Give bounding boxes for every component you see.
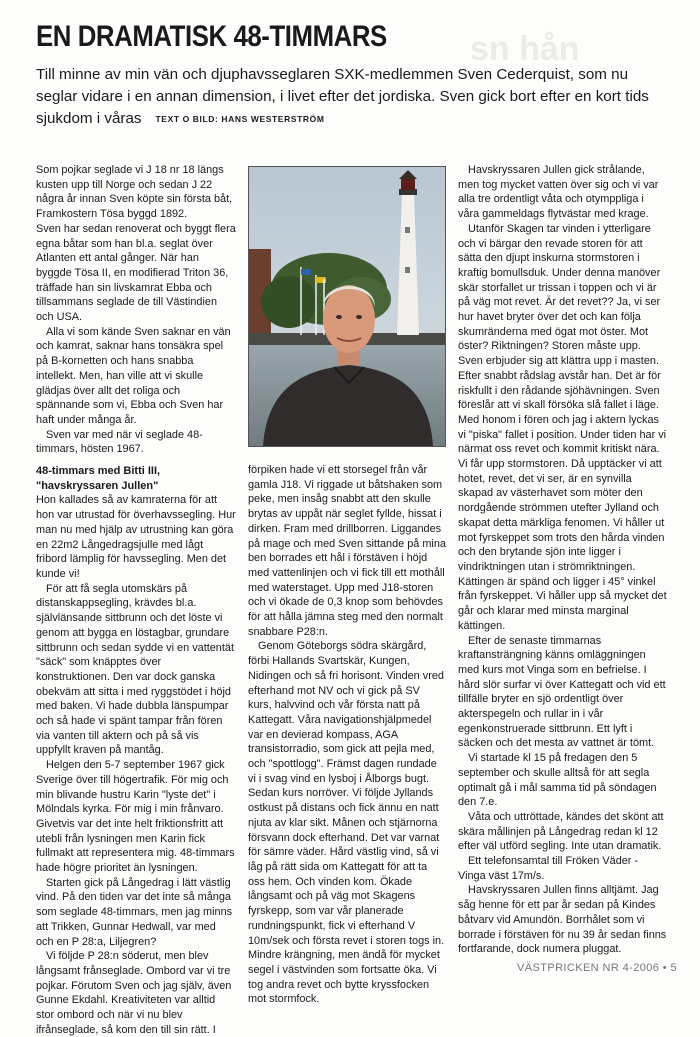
paragraph: Som pojkar seglade vi J 18 nr 18 längs kusten upp till Norge och sedan J 22 några år innan Sven köpte sin första båt, Framkostern Tösa byggd 1892. — [36, 164, 233, 221]
paragraph: Våta och uttröttade, kändes det skönt att skära mållinjen på Långedrag redan kl 12 efter väl utförd segling. Inte utan dramatik. — [458, 810, 664, 853]
article-title: EN DRAMATISK 48-TIMMARS — [36, 20, 387, 53]
paragraph: förpiken hade vi ett storsegel från vår gamla J18. Vi riggade ut båtshaken som peke, men insåg snabbt att den skulle brytas av uppåt när seglet fyllde, hissat i dirken. Fram med drillborren. Liggandes på mage och med Sven sittande på mina ben borrades ett hål i förstäven i höjd med vattenlinjen och vi fick till ett mothåll med waterstaget. Upp med J18-storen och vi ökade de 0,3 knop som behövdes för att hålla jämna steg med den normalt snabbare P28:n. — [248, 464, 446, 638]
paragraph: Sven har sedan renoverat och byggt flera egna båtar som han bl.a. seglat över Atlanten ett antal gånger. När han byggde Tösa II, en modifierad Triton 36, träffade han sin livskamrat Ebba och tillsammans seglade de till Västindien och USA. — [36, 222, 236, 324]
column-3 — [458, 163, 668, 957]
paragraph: Havskryssaren Jullen gick strålande, men tog mycket vatten över sig och vi var alla tre ordentligt våta och otymppliga i våra gammeldags flytvästar med krage. — [458, 164, 659, 221]
paragraph: Alla vi som kände Sven saknar en vän och kamrat, saknar hans tonsäkra spel på B-kornetten och hans snabba intellekt. Men, han ville att vi skulle glädjas över allt det roliga och spännande som vi, Ebba och Sven har haft under många år. — [36, 325, 231, 426]
paragraph: Ett telefonsamtal till Fröken Väder - Vinga väst 17m/s. — [458, 855, 639, 882]
article-intro — [36, 64, 666, 130]
portrait-photo — [248, 166, 446, 447]
paragraph: Starten gick på Långedrag i lätt västlig vind. På den tiden var det inte så många som seglade 48-timmars, men jag minns att Trikken, Gunnar Hedwall, var med och en P 28:a, Liljegren? — [36, 876, 233, 948]
paragraph: Genom Göteborgs södra skärgård, förbi Hallands Svartskär, Kungen, Nidingen och så fri horisont. Vinden vred efterhand mot NV och vi gick på SV kurs, halvvind och vår första natt på Kattegatt. Våra navigationshjälpmedel var en devierad kompass, AGA transistorradio, som gick att pejla med, och "spottlogg". Främst dagen rundade vi i svag vind en lysboj i Ålborgs bugt. Sedan kurs norröver. Vi följde Jyllands ostkust på distans och fick ännu en natt njuta av klar sikt. Månen och stjärnorna försvann dock efterhand. Det var varnat för sämre väder. Hård västlig vind, så vi låg på rätt sida om Kattegatt för att ta oss hem. Och vinden kom. Ökade långsamt och på väg mot Skagens fyrskepp, som var vår planerade rundningspunkt, fick vi efterhand V 10m/sek och första revet i storen togs in. Mindre krängning, men ändå för mycket segel i västvinden som fortsatte öka. Vi tog andra revet och bytte kryssfocken mot stormfock. — [248, 640, 445, 1006]
section-heading: 48-timmars med Bitti III, "havskryssaren Jullen" — [36, 465, 161, 492]
column-2 — [248, 463, 446, 1007]
paragraph: Helgen den 5-7 september 1967 gick Sverige över till högertrafik. För mig och min blivande hustru Karin "lyste det" i Mölndals kyrka. För mig i min frånvaro. Givetvis var det inte helt friktionsfritt att utebli från lysningen men Karin fick fullmakt att representera mig. 48-timmars hade högre prioritet än lysningen. — [36, 759, 235, 875]
column-1 — [36, 163, 236, 1037]
byline: TEXT O BILD: HANS WESTERSTRÖM — [155, 114, 325, 124]
paragraph: För att få segla utomskärs på distanskappsegling, krävdes bl.a. självlänsande sittbrunn och det löste vi genom att bygga en löstagbar, grundare sittbrunn och sedan sydde vi en vattentät "säck" som knäpptes över konstruktionen. Den var dock ganska obekväm att sitta i med ryggstödet i höjd med baken. Vi hade dubbla länspumpar och så hade vi spänt tampar från fören via vanten till aktern och på så vis uppfyllt kraven på mantåg. — [36, 582, 234, 757]
paragraph: Vi startade kl 15 på fredagen den 5 september och skulle alltså för att segla optimalt gå i mål samma tid på söndagen den 7.e. — [458, 752, 657, 809]
paragraph: Utanför Skagen tar vinden i ytterligare och vi bärgar den revade storen för att sätta den djupt inskurna stormstoren i kraftig bomullsduk. Under denna manöver skär storfallet ur trissan i toppen och vi är på väg mot revet. Är det revet?? Ja, vi ser hur havet bryter över det och kan följa skumränderna med ögat mot öster. Mot öster? Riktningen? Storen måste upp. Sven erbjuder sig att klättra upp i masten. Efter snabbt rådslag avstår han. Det är för riskfullt i den rådande sjöhävningen. Sven föreslår att vi skall försöka slå fallet i läge. Med honom i fören och jag i aktern lyckas vi "piska" fallet i position. Under tiden har vi närmat oss revet och kommit kritiskt nära. Vi får upp stormstoren. Då upptäcker vi att hotet, revet, det vi ser, är en synvilla skapad av västerhavet som möter den nordgående strömmen utefter Jylland och skapat detta märkliga fenomen. Vi håller ut mot fyrskeppet som trots den hårda vinden och den brytande sjön inte ligger i vindriktningen utan i strömriktningen. Kättingen är spänd och ligger i 45° vinkel från fyrskeppet. Vi håller upp så mycket det går och klarar med minsta marginal kättingen. — [458, 222, 667, 632]
paragraph: Havskryssaren Jullen finns alltjämt. Jag såg henne för ett par år sedan på Kindes båtvarv vid Amundön. Borrhålet som vi borrade i förstäven för nu 39 år sedan finns fortfarande, dock numera pluggat. — [458, 884, 667, 956]
paragraph: Efter de senaste timmarnas kraftansträngning känns omläggningen med kurs mot Vinga som en befrielse. I hård slör surfar vi över Kattegatt och vid ett tillfälle bryter en sjö ordentligt över akterspegeln och rullar in i vår egenkonstruerade sittbrunn. Ett lyft i säcken och det mesta av vattnet är tömt. — [458, 634, 666, 750]
paragraph: Hon kallades så av kamraterna för att hon var utrustad för överhavssegling. Hur man nu med hjälp av utrustning kan göra en 22m2 Långedragsjulle med lågt fribord lämplig för havssegling. Men det kunde vi! — [36, 494, 236, 580]
photo-illustration — [249, 167, 445, 446]
bleed-through-text: sn hån — [470, 30, 580, 68]
paragraph: Vi följde P 28:n söderut, men blev långsamt frånseglade. Ombord var vi tre pojkar. Förutom Sven och jag själv, även Gunne Ekdahl. Kreativiteten var alltid stor ombord och när vi nu blev ifrånseglade, så kom den till sin rätt. I — [36, 950, 232, 1036]
intro-text: Till minne av min vän och djuphavsseglaren SXK-medlemmen Sven Cederquist, som nu seglar vidare i en annan dimension, i livet efter det jordiska. Sven gick bort efter en kort tids sjukdom i våras — [36, 66, 649, 127]
paragraph: Sven var med när vi seglade 48-timmars, hösten 1967. — [36, 428, 203, 456]
page-footer: VÄSTPRICKEN NR 4-2006 • 5 — [517, 962, 677, 974]
